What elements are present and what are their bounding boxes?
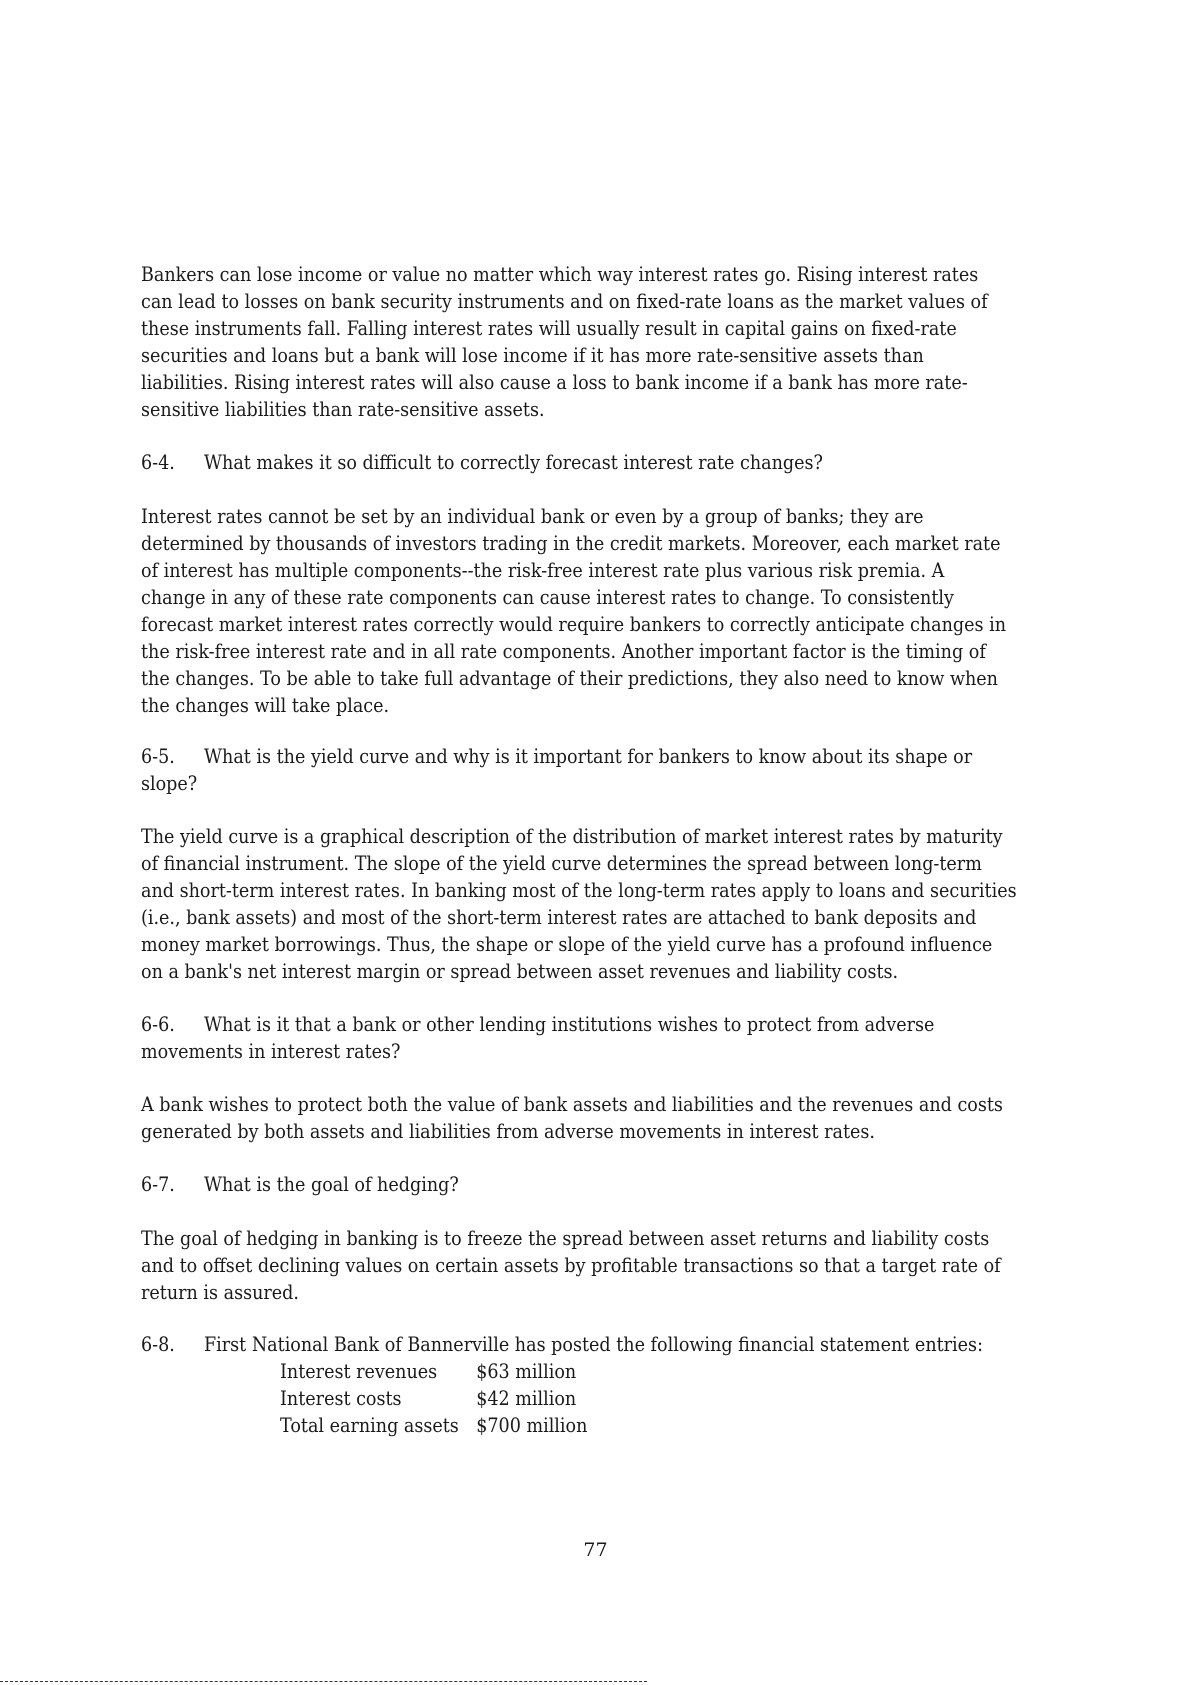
text-line: of interest has multiple components--the risk-free interest rate plus various risk premia. A: [141, 559, 945, 582]
text-line: these instruments fall. Falling interest rates will usually result in capital gains on fixed-rate: [141, 317, 957, 340]
text-line: the changes. To be able to take full advantage of their predictions, they also need to know when: [141, 667, 998, 690]
question-text: movements in interest rates?: [141, 1040, 401, 1063]
question-text: What is the yield curve and why is it important for bankers to know about its shape or: [204, 745, 973, 768]
question-6-5: [141, 743, 978, 797]
question-text: slope?: [141, 772, 198, 795]
intro-paragraph: [141, 261, 988, 423]
entry-label: Total earning assets: [280, 1414, 459, 1437]
question-text: What is the goal of hedging?: [204, 1173, 459, 1196]
question-6-7: [141, 1171, 978, 1198]
question-number: 6-7.: [141, 1173, 175, 1196]
text-line: Interest rates cannot be set by an individual bank or even by a group of banks; they are: [141, 505, 924, 528]
financial-entry: [280, 1412, 587, 1439]
text-line: and short-term interest rates. In banking most of the long-term rates apply to loans and securities: [141, 879, 1017, 902]
text-line: of financial instrument. The slope of the yield curve determines the spread between long-term: [141, 852, 982, 875]
question-6-6: [141, 1011, 978, 1065]
entry-value: $42 million: [476, 1387, 577, 1410]
entry-value: $700 million: [476, 1414, 588, 1437]
answer-6-7: [141, 1225, 1001, 1306]
question-text: First National Bank of Bannerville has posted the following financial statement entries:: [204, 1333, 983, 1356]
question-6-4: [141, 449, 978, 476]
text-line: sensitive liabilities than rate-sensitive assets.: [141, 398, 545, 421]
text-line: The yield curve is a graphical description of the distribution of market interest rates by maturity: [141, 825, 1003, 848]
text-line: money market borrowings. Thus, the shape or slope of the yield curve has a profound influence: [141, 933, 993, 956]
financial-entry: [280, 1358, 587, 1385]
answer-6-4: [141, 503, 1007, 719]
text-line: on a bank's net interest margin or spread between asset revenues and liability costs.: [141, 960, 899, 983]
question-number: 6-8.: [141, 1333, 175, 1356]
question-text: What makes it so difficult to correctly forecast interest rate changes?: [204, 451, 823, 474]
question-number: 6-6.: [141, 1013, 175, 1036]
text-line: determined by thousands of investors trading in the credit markets. Moreover, each market rate: [141, 532, 1001, 555]
page-number: 77: [583, 1539, 608, 1561]
question-6-8: [141, 1331, 983, 1358]
text-line: can lead to losses on bank security instruments and on fixed-rate loans as the market values of: [141, 290, 988, 313]
text-line: the risk-free interest rate and in all rate components. Another important factor is the timing of: [141, 640, 986, 663]
footer-divider: [0, 1681, 647, 1682]
text-line: liabilities. Rising interest rates will also cause a loss to bank income if a bank has more rate-: [141, 371, 968, 394]
text-line: return is assured.: [141, 1281, 299, 1304]
text-line: Bankers can lose income or value no matter which way interest rates go. Rising interest rates: [141, 263, 979, 286]
text-line: A bank wishes to protect both the value of bank assets and liabilities and the revenues and costs: [141, 1093, 1003, 1116]
entry-label: Interest costs: [280, 1387, 402, 1410]
text-line: securities and loans but a bank will lose income if it has more rate-sensitive assets than: [141, 344, 924, 367]
text-line: (i.e., bank assets) and most of the short-term interest rates are attached to bank deposits and: [141, 906, 977, 929]
answer-6-5: [141, 823, 1017, 985]
text-line: The goal of hedging in banking is to freeze the spread between asset returns and liability costs: [141, 1227, 990, 1250]
entry-label: Interest revenues: [280, 1360, 438, 1383]
text-line: and to offset declining values on certain assets by profitable transactions so that a target rate of: [141, 1254, 1001, 1277]
text-line: change in any of these rate components can cause interest rates to change. To consistently: [141, 586, 954, 609]
financial-entries: [280, 1358, 587, 1439]
entry-value: $63 million: [476, 1360, 577, 1383]
answer-6-6: [141, 1091, 1003, 1145]
text-line: forecast market interest rates correctly would require bankers to correctly anticipate changes in: [141, 613, 1007, 636]
question-number: 6-5.: [141, 745, 175, 768]
text-line: the changes will take place.: [141, 694, 390, 717]
text-line: generated by both assets and liabilities from adverse movements in interest rates.: [141, 1120, 876, 1143]
question-number: 6-4.: [141, 451, 175, 474]
financial-entry: [280, 1385, 587, 1412]
question-text: What is it that a bank or other lending institutions wishes to protect from adverse: [204, 1013, 935, 1036]
